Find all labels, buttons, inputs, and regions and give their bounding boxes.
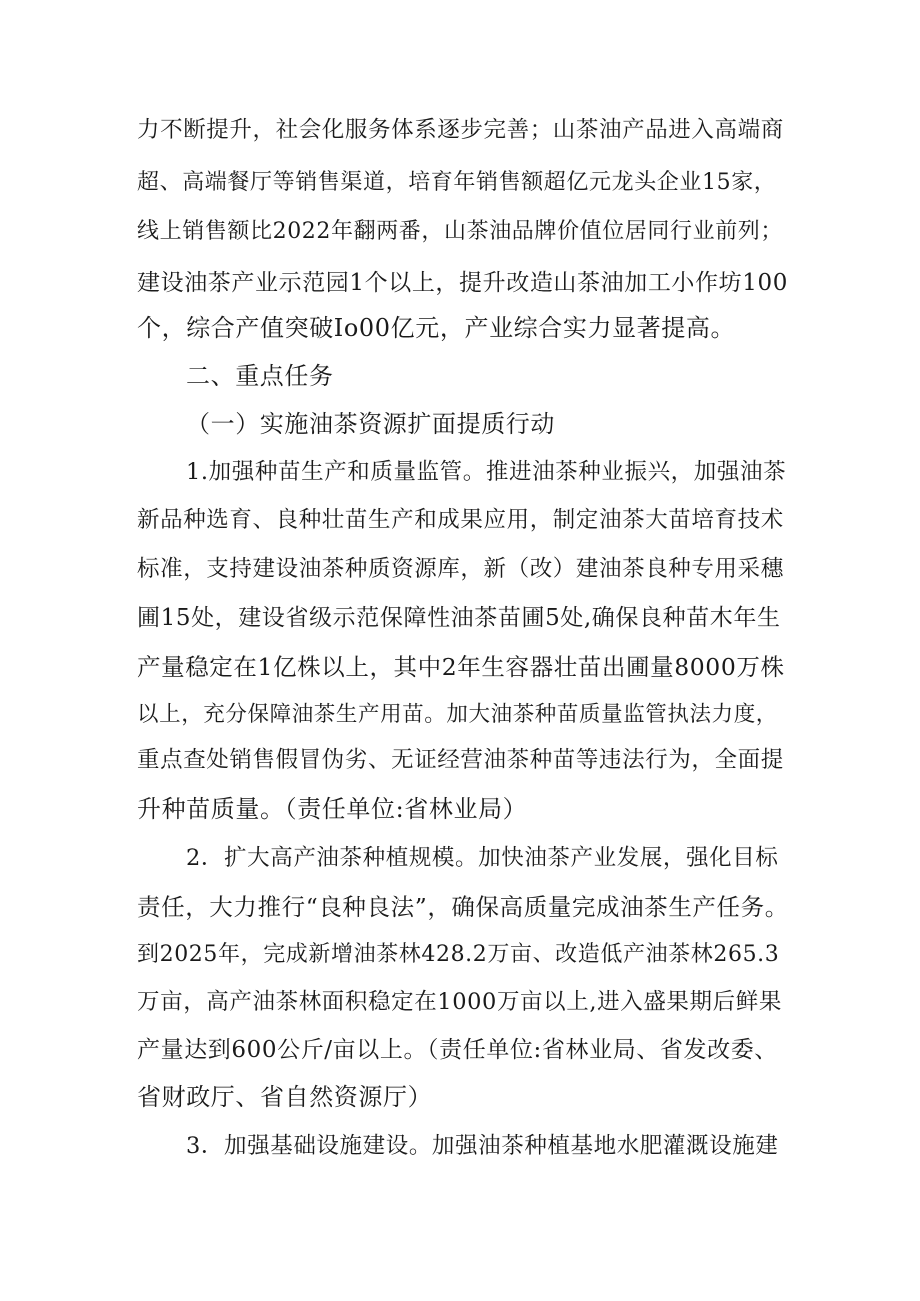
subsection-heading: （一）实施油茶资源扩面提质行动	[186, 410, 555, 438]
text-line: 重点查处销售假冒伪劣、无证经营油茶种苗等违法行为，全面提	[137, 747, 784, 773]
text-line: 产量达到600公斤/亩以上。（责任单位:省林业局、省发改委、	[137, 1037, 778, 1063]
text-line: 建设油茶产业示范园1个以上，提升改造山茶油加工小作坊100	[137, 270, 788, 296]
text-line: 圃15处，建设省级示范保障性油茶苗圃5处,确保良种苗木年生	[137, 605, 781, 631]
text-line: 新品种选育、良种壮苗生产和成果应用，制定油茶大苗培育技术	[137, 507, 784, 533]
text-line: 标准，支持建设油茶种质资源库，新（改）建油茶良种专用采穗	[137, 556, 784, 582]
text-line: 1.加强种苗生产和质量监管。推进油茶种业振兴，加强油茶	[186, 459, 787, 485]
text-line: 2．扩大高产油茶种植规模。加快油茶产业发展，强化目标	[186, 845, 779, 871]
text-line: 升种苗质量。（责任单位:省林业局）	[137, 795, 528, 823]
text-line: 个，综合产值突破Io00亿元，产业综合实力显著提高。	[137, 314, 736, 342]
text-line: 万亩，高产油茶林面积稳定在1000万亩以上,进入盛果期后鲜果	[137, 989, 782, 1015]
section-heading: 二、重点任务	[186, 362, 334, 390]
text-line: 3．加强基础设施建设。加强油茶种植基地水肥灌溉设施建	[186, 1133, 779, 1159]
text-line: 超、高端餐厅等销售渠道，培育年销售额超亿元龙头企业15家，	[137, 170, 777, 195]
text-line: 责任，大力推行“良种良法”，确保高质量完成油茶生产任务。	[137, 893, 789, 921]
text-line: 产量稳定在1亿株以上，其中2年生容器壮苗出圃量8000万株	[137, 653, 785, 681]
text-line: 以上，充分保障油茶生产用苗。加大油茶种苗质量监管执法力度，	[137, 702, 778, 727]
text-line: 到2025年，完成新增油茶林428.2万亩、改造低产油茶林265.3	[137, 942, 780, 967]
text-line: 线上销售额比2022年翻两番，山茶油品牌价值位居同行业前列；	[137, 219, 783, 244]
text-line: 力不断提升，社会化服务体系逐步完善；山茶油产品进入高端商	[137, 117, 784, 143]
text-line: 省财政厅、省自然资源厅）	[137, 1083, 433, 1111]
